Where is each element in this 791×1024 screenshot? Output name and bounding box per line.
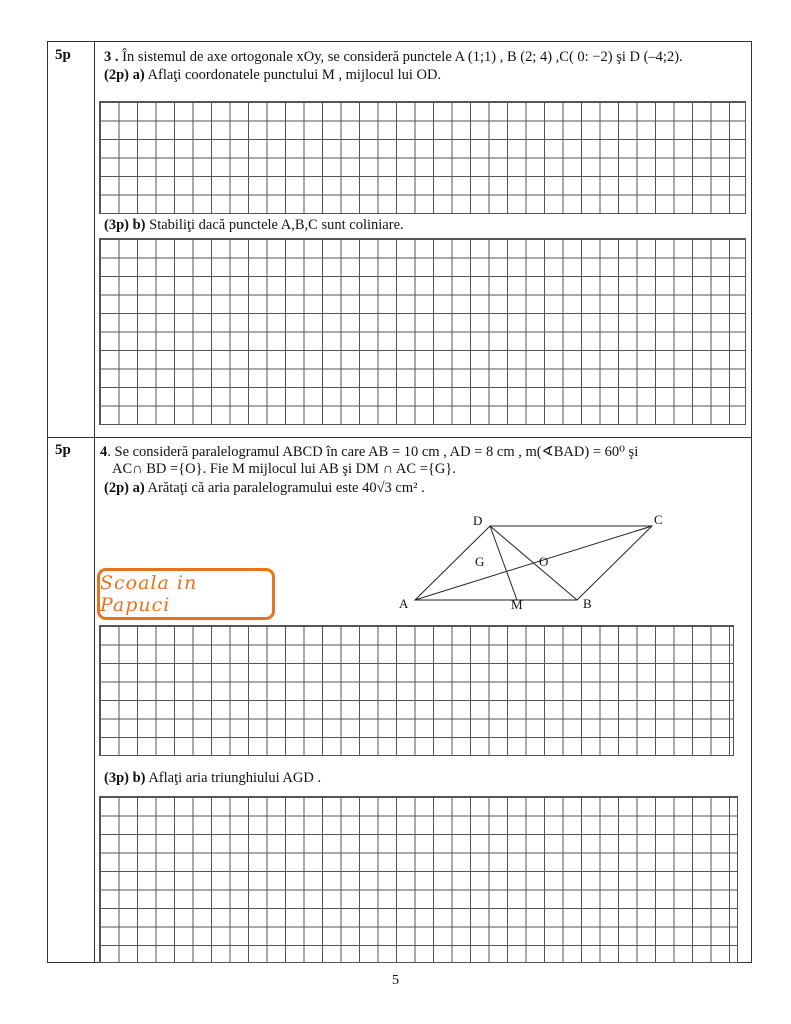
problem3-part-a-score: (2p) a) [104, 67, 145, 83]
answer-grid-4a[interactable] [99, 625, 734, 756]
label-m: M [511, 597, 523, 612]
problem4-part-b [104, 770, 321, 787]
label-c: C [654, 512, 663, 527]
problem4-points: 5p [55, 442, 71, 458]
problem3-part-a [104, 67, 441, 84]
problem3-part-b-text: Stabiliţi dacă punctele A,B,C sunt coliniare. [149, 217, 404, 233]
problem4-statement-line1 [100, 444, 638, 461]
row-divider [47, 437, 752, 438]
points-column-divider [94, 41, 95, 963]
problem3-part-b-score: (3p) b) [104, 217, 146, 233]
problem4-part-a [104, 480, 425, 497]
scoala-in-papuci-logo: Scoala in Papuci [97, 568, 275, 620]
problem3-number: 3 . [104, 49, 119, 65]
page-number: 5 [392, 973, 399, 988]
problem4-part-b-score: (3p) b) [104, 770, 146, 786]
problem4-part-a-score: (2p) a) [104, 480, 145, 496]
answer-grid-4b[interactable] [99, 796, 738, 963]
label-b: B [583, 596, 592, 611]
label-g: G [475, 554, 485, 569]
problem4-number: 4 [100, 444, 108, 460]
problem3-statement [104, 49, 683, 66]
label-a: A [399, 596, 409, 611]
problem4-part-a-text: Arătaţi că aria paralelogramului este 40√3 cm² . [147, 480, 425, 496]
problem3-part-b [104, 217, 404, 234]
parallelogram-figure [390, 508, 680, 618]
answer-grid-3b[interactable] [99, 238, 746, 425]
label-o: O [539, 554, 549, 569]
problem3-statement-text: În sistemul de axe ortogonale xOy, se consideră punctele A (1;1) , B (2; 4) ,C( 0: −2) şi D (–4;2). [122, 49, 683, 65]
problem4-statement-line1-text: . Se consideră paralelogramul ABCD în care AB = 10 cm , AD = 8 cm , m(∢BAD) = 60⁰ şi [107, 444, 639, 460]
answer-grid-3a[interactable] [99, 101, 746, 214]
problem4-statement-line2: AC∩ BD ={O}. Fie M mijlocul lui AB şi DM ∩ AC ={G}. [112, 461, 456, 477]
label-d: D [473, 513, 483, 528]
problem3-part-a-text: Aflaţi coordonatele punctului M , mijlocul lui OD. [147, 67, 442, 83]
problem3-points: 5p [55, 47, 71, 63]
problem4-part-b-text: Aflaţi aria triunghiului AGD . [148, 770, 322, 786]
